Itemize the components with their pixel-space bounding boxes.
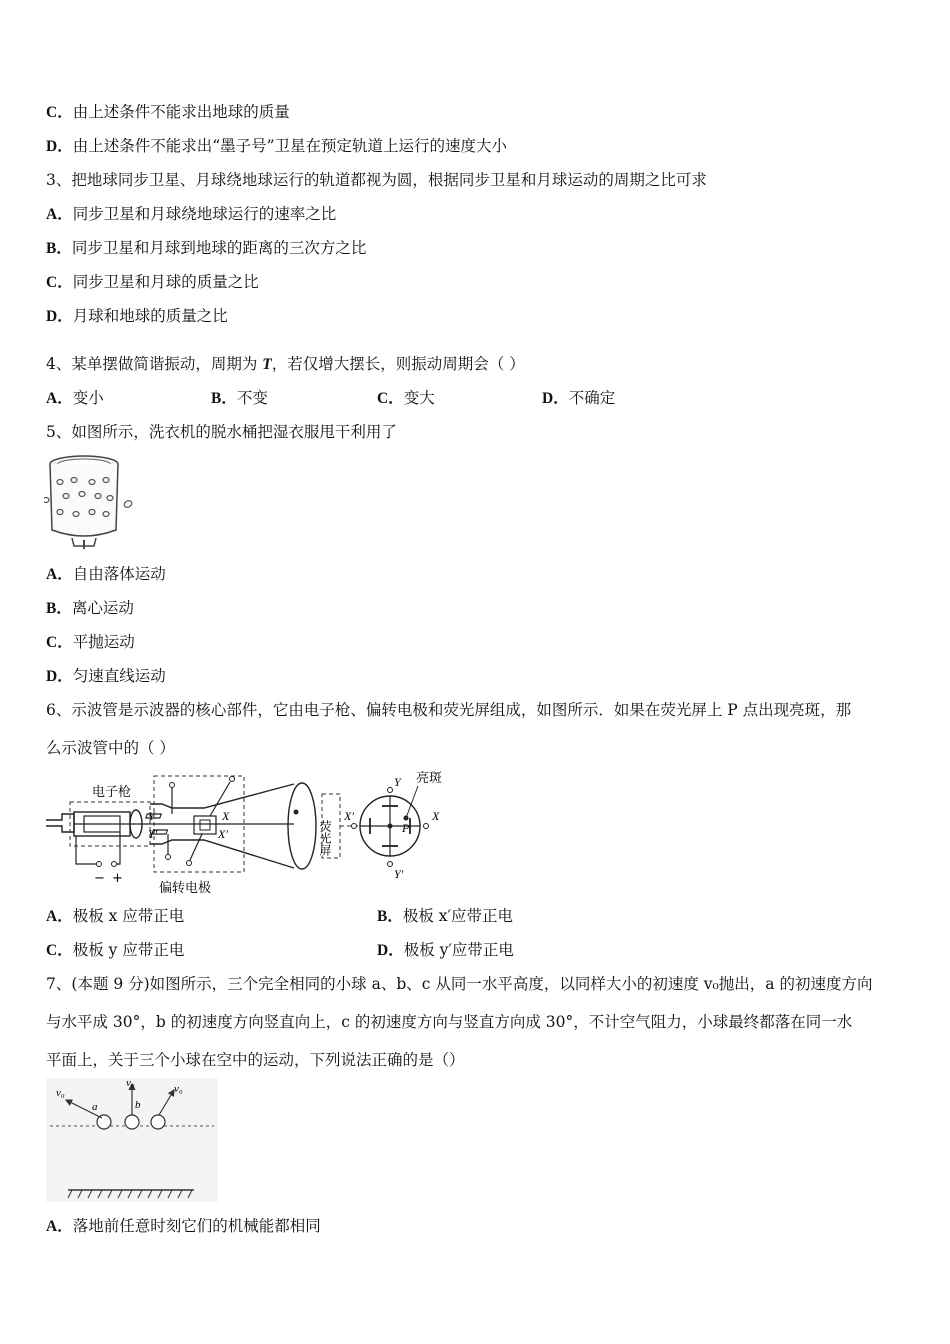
option-label: A． [46,566,73,583]
option-d [46,136,507,157]
option-label: B． [46,600,72,617]
option-text: 落地前任意时刻它们的机械能都相同 [72,1217,321,1235]
question-4-stem [46,354,525,375]
option-text: 不确定 [568,389,616,407]
option-label: C． [377,390,404,407]
q6-option-b [377,906,513,927]
q6-option-a [46,906,184,927]
question-5-stem: 5、如图所示，洗衣机的脱水桶把湿衣服甩干利用了 [46,423,397,441]
option-label: B． [211,390,237,407]
period-symbol: T [262,356,272,373]
option-label: C． [46,942,73,959]
option-label: D． [46,138,73,155]
gun-label: 电子枪 [92,785,132,800]
q6-option-c [46,940,184,961]
question-7-stem-line-1: 7、(本题 9 分)如图所示，三个完全相同的小球 a、b、c 从同一水平高度，以同样大小的初速度 v₀抛出，a 的初速度方向 [46,975,873,993]
stem-part: ，若仅增大摆长，则振动周期会（ ） [271,355,525,373]
oscilloscope-drawing [44,768,454,896]
option-label: D． [46,308,73,325]
spot-label: 亮斑 [416,771,443,786]
option-text: 离心运动 [71,599,134,617]
question-6-stem-line-2: 么示波管中的（ ） [46,739,175,757]
option-text: 同步卫星和月球的质量之比 [72,273,259,291]
q3-option-d [46,306,228,327]
option-label: A． [46,206,73,223]
option-text: 自由落体运动 [72,565,166,583]
question-3-stem: 3、把地球同步卫星、月球绕地球运行的轨道都视为圆，根据同步卫星和月球运动的周期之比可求 [46,171,707,189]
option-label: A． [46,1218,73,1235]
q3-option-b [46,238,366,259]
option-label: B． [377,908,403,925]
option-label: A． [46,908,73,925]
oscilloscope-tube-figure [44,768,454,896]
q7-option-a [46,1216,321,1237]
option-label: C． [46,104,73,121]
option-text: 变小 [72,389,104,407]
option-text: 由上述条件不能求出“墨子号”卫星在预定轨道上运行的速度大小 [72,137,508,155]
screen-y-prime-label: Y′ [394,867,404,881]
ball-a-label: a [92,1101,98,1113]
screen-y-label: Y [394,775,401,789]
plate-x-label: X [222,809,230,823]
option-text: 月球和地球的质量之比 [72,307,228,325]
spin-dryer-figure [44,452,140,550]
q5-option-d [46,666,166,687]
option-label: D． [542,390,569,407]
option-c [46,102,290,123]
q3-option-c [46,272,259,293]
q3-option-a [46,204,336,225]
question-6-stem-line-1: 6、示波管是示波器的核心部件，它由电子枪、偏转电极和荧光屏组成，如图所示．如果在荧光屏上 P 点出现亮斑，那 [46,701,852,719]
option-label: C． [46,634,73,651]
electrode-label: 偏转电极 [159,881,212,896]
option-text: 极板 y′应带正电 [403,941,514,959]
minus-label: − [94,871,105,886]
option-label: D． [377,942,404,959]
q4-option-b [211,388,268,409]
projectile-drawing [46,1078,218,1202]
q4-option-c [377,388,435,409]
q4-option-d [542,388,615,409]
plate-y-label: Y [148,809,155,823]
q4-option-a [46,388,104,409]
plate-x-prime-label: X′ [218,827,228,841]
q5-option-b [46,598,134,619]
option-text: 同步卫星和月球到地球的距离的三次方之比 [71,239,367,257]
option-text: 变大 [403,389,435,407]
point-p-label: P [402,821,410,835]
option-text: 匀速直线运动 [72,667,166,685]
option-text: 极板 y 应带正电 [72,941,185,959]
option-label: D． [46,668,73,685]
screen-x-label: X [432,809,440,823]
option-text: 由上述条件不能求出地球的质量 [72,103,290,121]
ball-b-label: b [135,1099,141,1111]
stem-part: 4、某单摆做简谐振动，周期为 [46,355,263,373]
question-7-stem-line-2: 与水平成 30°，b 的初速度方向竖直向上，c 的初速度方向与竖直方向成 30°，不计空气阻力，小球最终都落在同一水 [46,1013,853,1031]
v0-label-b: v₀ [126,1078,135,1089]
spin-dryer-drawing [44,452,140,550]
q5-option-a [46,564,166,585]
screen-x-prime-label: X′ [344,809,354,823]
v0-label-a: v₀ [56,1087,65,1099]
screen-label: 荧光屏 [318,820,332,856]
option-label: A． [46,390,73,407]
option-text: 平抛运动 [72,633,135,651]
q6-option-d [377,940,514,961]
plus-label: + [112,871,123,886]
option-text: 极板 x 应带正电 [72,907,185,925]
option-text: 极板 x′应带正电 [402,907,514,925]
plate-y-prime-label: Y′ [148,827,158,841]
v0-label-c: v₀ [174,1083,183,1095]
question-7-stem-line-3: 平面上，关于三个小球在空中的运动，下列说法正确的是（） [46,1051,465,1069]
q5-option-c [46,632,135,653]
option-text: 同步卫星和月球绕地球运行的速率之比 [72,205,337,223]
option-text: 不变 [236,389,268,407]
projectile-figure [46,1078,218,1202]
option-label: C． [46,274,73,291]
option-label: B． [46,240,72,257]
